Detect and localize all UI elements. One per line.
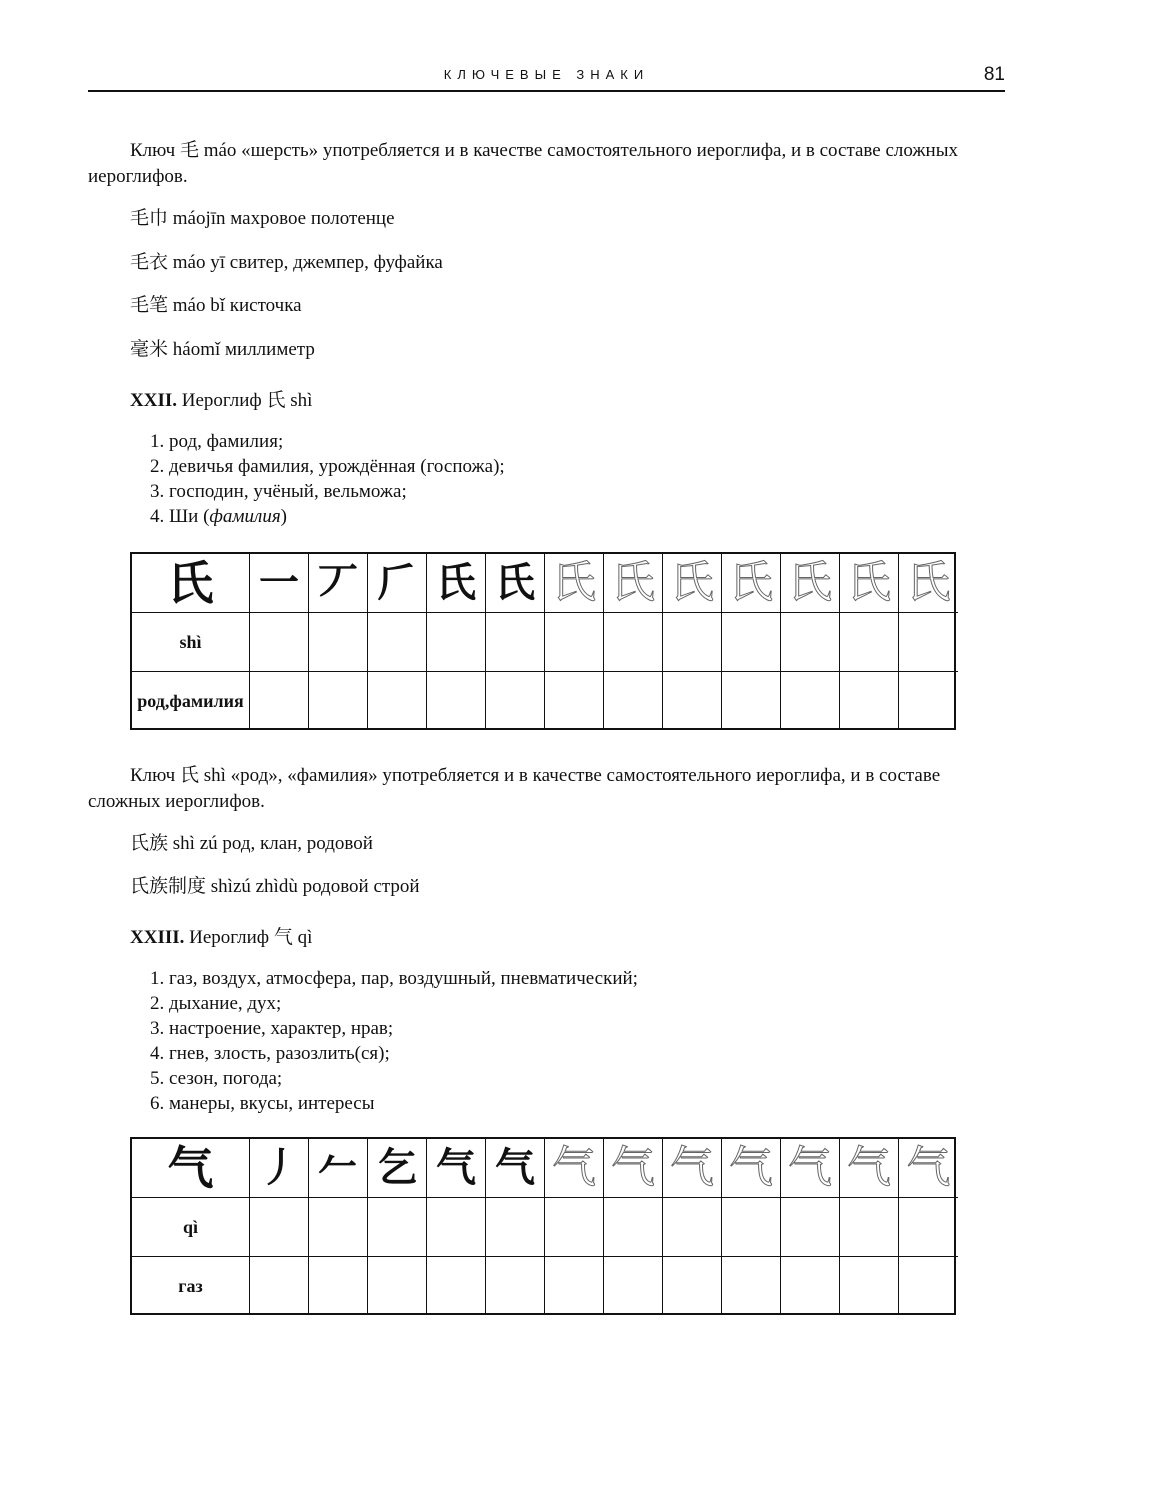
example-text: máo yī свитер, джемпер, фуфайка [168, 252, 443, 273]
heading-text: Иероглиф [184, 927, 274, 948]
shi-stroke-step-2: 丆 [309, 554, 368, 613]
list-item [150, 504, 505, 529]
qi-trace-character: 气 [781, 1139, 840, 1198]
list-item: 2. девичья фамилия, урождённая (госпожа); [150, 456, 505, 477]
qi-stroke-step-2: 𠂉 [309, 1139, 368, 1198]
heading-pinyin: qì [292, 927, 313, 948]
practice-cell [368, 672, 427, 730]
list-item: 5. сезон, погода; [150, 1068, 283, 1089]
example-text: háomǐ миллиметр [168, 339, 315, 360]
example-hanzi: 毛笔 [130, 294, 169, 316]
practice-cell [840, 1198, 899, 1257]
qi-trace-character: 气 [545, 1139, 604, 1198]
list-text: 4. Ши ( [150, 506, 210, 527]
writing-grid-shi [130, 552, 956, 730]
example-text: máo bǐ кисточка [168, 295, 302, 316]
example-line [130, 337, 315, 362]
practice-cell [427, 1198, 486, 1257]
practice-cell [250, 1257, 309, 1315]
main-character-cell: 氏 [132, 554, 250, 613]
meanings-list-qi [150, 966, 638, 1116]
main-character-cell: 气 [132, 1139, 250, 1198]
section-heading-qi [130, 925, 312, 950]
practice-cell [545, 672, 604, 730]
example-hanzi: 氏族制度 [130, 875, 207, 897]
example-line [130, 206, 395, 231]
example-line [130, 831, 373, 856]
list-item: 1. род, фамилия; [150, 431, 284, 452]
practice-cell [840, 1257, 899, 1315]
practice-cell [427, 1257, 486, 1315]
qi-stroke-step-5: 气 [486, 1139, 545, 1198]
shi-stroke-step-4: 氏 [427, 554, 486, 613]
translation-line: фамилия [169, 690, 244, 711]
list-item: 4. гнев, злость, разозлить(ся); [150, 1043, 390, 1064]
heading-pinyin: shì [285, 390, 313, 411]
practice-cell [604, 1198, 663, 1257]
shi-trace-character: 氏 [545, 554, 604, 613]
practice-cell [250, 672, 309, 730]
shi-trace-character: 氏 [663, 554, 722, 613]
list-item: 3. господин, учёный, вельможа; [150, 481, 407, 502]
heading-character: 气 [273, 926, 293, 948]
example-line [130, 293, 302, 318]
qi-trace-character: 气 [722, 1139, 781, 1198]
mao-intro-paragraph [88, 137, 1005, 190]
practice-cell [368, 1198, 427, 1257]
practice-cell [604, 1257, 663, 1315]
example-hanzi: 毛巾 [130, 207, 169, 229]
qi-trace-character: 气 [604, 1139, 663, 1198]
practice-cell [427, 672, 486, 730]
practice-cell [486, 1198, 545, 1257]
practice-cell [663, 1257, 722, 1315]
practice-cell [722, 613, 781, 672]
qi-stroke-step-4: 气 [427, 1139, 486, 1198]
practice-cell [899, 1257, 958, 1315]
shi-trace-character: 氏 [722, 554, 781, 613]
practice-cell [604, 672, 663, 730]
translation-line: род, [137, 690, 170, 711]
example-hanzi: 氏族 [130, 832, 169, 854]
practice-cell [722, 1257, 781, 1315]
writing-grid-qi [130, 1137, 956, 1315]
pinyin-cell: shì [132, 613, 250, 672]
practice-cell [899, 672, 958, 730]
practice-cell [486, 1257, 545, 1315]
translation-cell [132, 672, 250, 730]
qi-trace-character: 气 [663, 1139, 722, 1198]
example-line [130, 874, 420, 899]
practice-cell [309, 613, 368, 672]
key-character: 毛 [179, 139, 199, 161]
practice-cell [309, 672, 368, 730]
list-item: 3. настроение, характер, нрав; [150, 1018, 394, 1039]
practice-cell [486, 613, 545, 672]
practice-cell [250, 1198, 309, 1257]
practice-cell [368, 613, 427, 672]
practice-cell [663, 1198, 722, 1257]
intro-text: shì «род», «фамилия» употребляется и в качестве самостоятельного иероглифа, и в составе сложных иероглифов. [88, 765, 941, 812]
list-item: 1. газ, воздух, атмосфера, пар, воздушный, пневматический; [150, 968, 638, 989]
practice-cell [309, 1257, 368, 1315]
practice-cell [840, 672, 899, 730]
practice-cell [604, 613, 663, 672]
shi-intro-paragraph [88, 762, 1005, 815]
intro-text: máo «шерсть» употребляется и в качестве самостоятельного иероглифа, и в составе сложных иероглифов. [88, 140, 958, 187]
practice-cell [781, 1198, 840, 1257]
example-line [130, 250, 443, 275]
pinyin-cell: qì [132, 1198, 250, 1257]
shi-trace-character: 氏 [781, 554, 840, 613]
practice-cell [722, 672, 781, 730]
practice-cell [663, 613, 722, 672]
shi-stroke-step-1: 一 [250, 554, 309, 613]
shi-trace-character: 氏 [840, 554, 899, 613]
shi-trace-character: 氏 [899, 554, 958, 613]
practice-cell [840, 613, 899, 672]
practice-cell [781, 1257, 840, 1315]
practice-cell [309, 1198, 368, 1257]
practice-cell [427, 613, 486, 672]
list-item: 2. дыхание, дух; [150, 993, 282, 1014]
shi-stroke-step-3: 𠂆 [368, 554, 427, 613]
example-text: shìzú zhìdù родовой строй [206, 876, 420, 897]
qi-trace-character: 气 [899, 1139, 958, 1198]
page-number: 81 [983, 64, 1005, 85]
practice-cell [486, 672, 545, 730]
practice-cell [545, 1198, 604, 1257]
practice-cell [368, 1257, 427, 1315]
heading-text: Иероглиф [176, 390, 267, 411]
practice-cell [545, 613, 604, 672]
shi-trace-character: 氏 [604, 554, 663, 613]
running-title: КЛЮЧЕВЫЕ ЗНАКИ [443, 67, 650, 82]
example-hanzi: 毛衣 [130, 251, 169, 273]
practice-cell [250, 613, 309, 672]
practice-cell [781, 613, 840, 672]
meanings-list-shi [150, 429, 505, 529]
example-text: máojīn махровое полотенце [168, 208, 395, 229]
practice-cell [899, 613, 958, 672]
qi-trace-character: 气 [840, 1139, 899, 1198]
intro-text: Ключ [130, 765, 180, 786]
key-character: 氏 [179, 764, 199, 786]
list-item: 6. манеры, вкусы, интересы [150, 1093, 375, 1114]
practice-cell [781, 672, 840, 730]
practice-cell [545, 1257, 604, 1315]
heading-character: 氏 [266, 389, 286, 411]
list-italic: фамилия [209, 506, 281, 527]
list-text: ) [280, 506, 287, 527]
shi-stroke-step-5: 氏 [486, 554, 545, 613]
section-number: XXIII. [130, 927, 185, 948]
example-hanzi: 毫米 [130, 338, 169, 360]
translation-cell: газ [132, 1257, 250, 1315]
qi-stroke-step-3: 乞 [368, 1139, 427, 1198]
practice-cell [899, 1198, 958, 1257]
practice-cell [663, 672, 722, 730]
practice-cell [722, 1198, 781, 1257]
intro-text: Ключ [130, 140, 180, 161]
page-header [88, 60, 1005, 92]
qi-stroke-step-1: 丿 [250, 1139, 309, 1198]
section-number: XXII. [130, 390, 177, 411]
example-text: shì zú род, клан, родовой [168, 833, 373, 854]
section-heading-shi [130, 388, 312, 413]
